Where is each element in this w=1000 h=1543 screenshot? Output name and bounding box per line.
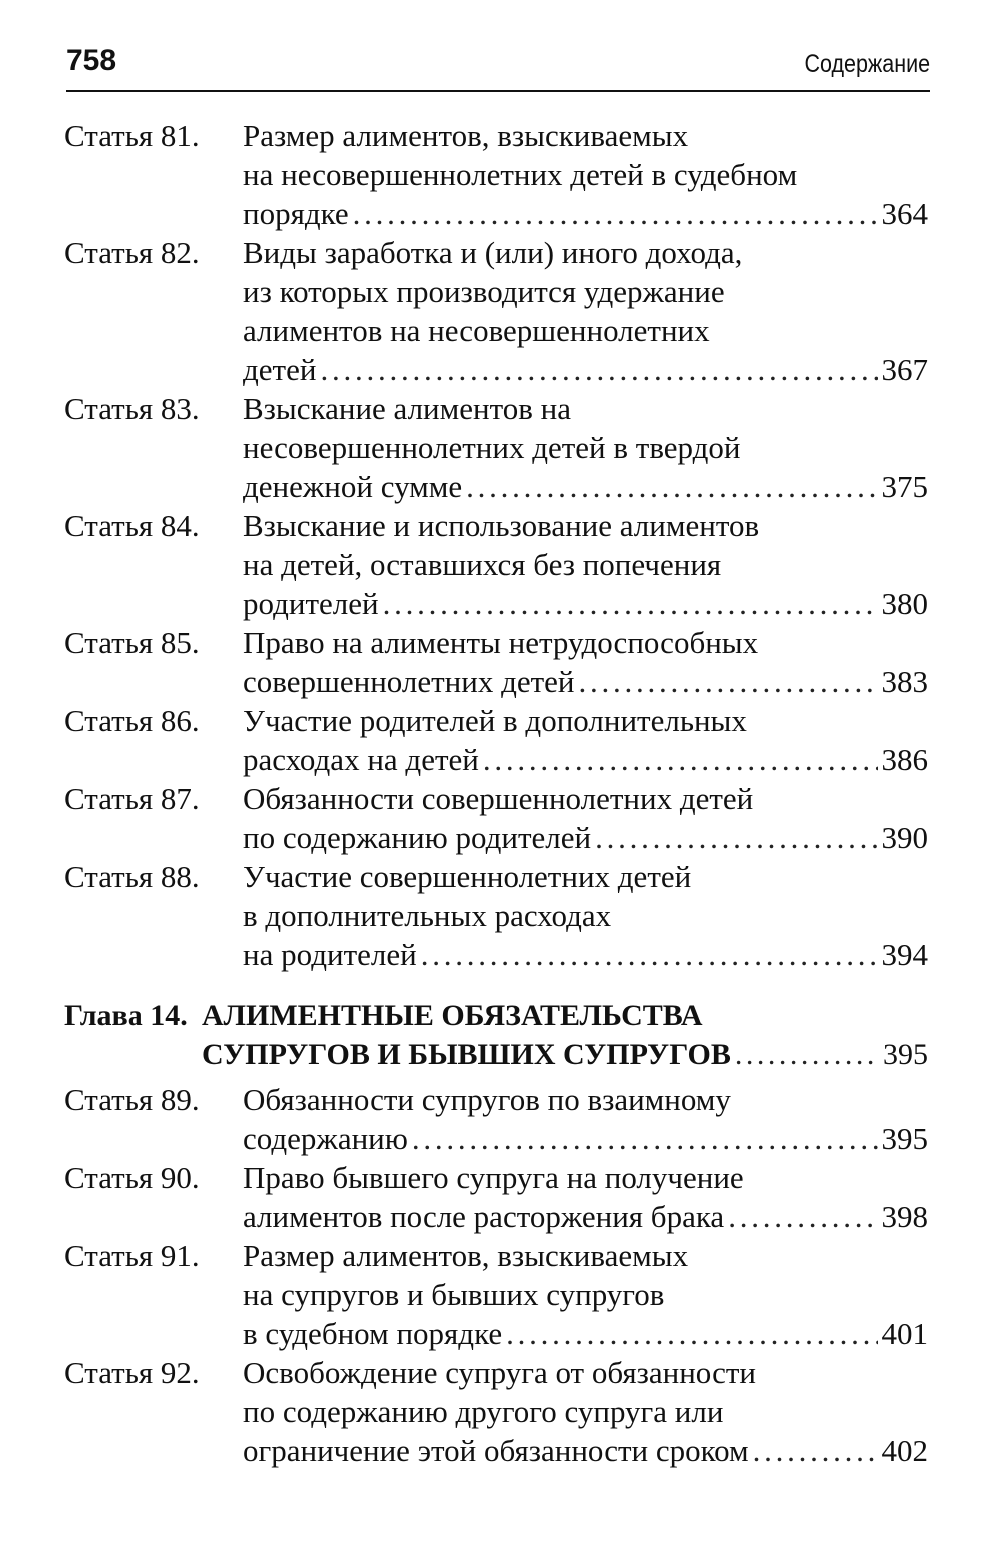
toc-entry (64, 623, 928, 701)
dot-leader (320, 350, 877, 389)
article-title (243, 1080, 928, 1158)
article-page-number: 364 (881, 196, 928, 231)
article-title (243, 623, 928, 701)
chapter-title-line: АЛИМЕНТНЫЕ ОБЯЗАТЕЛЬСТВА (202, 999, 703, 1032)
article-title-last-text: денежной сумме (243, 469, 463, 504)
toc-entry (64, 233, 928, 389)
dot-leader (421, 935, 878, 974)
dot-leader (353, 194, 878, 233)
article-title-last-line (243, 350, 928, 389)
article-title (243, 1236, 928, 1353)
toc-entry (64, 506, 928, 623)
article-label: Статья 91. (64, 1238, 200, 1273)
dot-leader (753, 1431, 878, 1470)
article-label: Статья 88. (64, 859, 200, 894)
article-title (243, 116, 928, 233)
toc-entry (64, 857, 928, 974)
dot-leader (579, 662, 878, 701)
article-title-line: Размер алиментов, взыскиваемых (243, 1238, 689, 1273)
toc-entries-before (64, 116, 928, 974)
article-title-last-text: в судебном порядке (243, 1316, 503, 1351)
article-title (243, 857, 928, 974)
toc-entry (64, 779, 928, 857)
dot-leader (595, 818, 877, 857)
article-title-last-text: порядке (243, 196, 349, 231)
article-page-number: 401 (881, 1316, 928, 1351)
dot-leader (412, 1119, 878, 1158)
article-title-last-text: содержанию (243, 1121, 408, 1156)
article-title (243, 779, 928, 857)
article-label: Статья 84. (64, 508, 200, 543)
article-title-last-line (243, 740, 928, 779)
article-title-last-line (243, 467, 928, 506)
article-title-line: Обязанности совершеннолетних детей (243, 781, 754, 816)
article-label: Статья 86. (64, 703, 200, 738)
dot-leader (506, 1314, 877, 1353)
article-title-line: из которых производится удержание (243, 274, 725, 309)
article-label: Статья 87. (64, 781, 200, 816)
article-page-number: 375 (881, 469, 928, 504)
article-title-line: Участие родителей в дополнительных (243, 703, 747, 738)
toc-entry (64, 389, 928, 506)
running-title: Содержание (804, 50, 930, 78)
article-title-line: Участие совершеннолетних детей (243, 859, 692, 894)
article-title-line: на несовершеннолетних детей в судебном (243, 157, 798, 192)
chapter-label: Глава 14. (64, 999, 188, 1032)
dot-leader (383, 584, 878, 623)
article-label: Статья 90. (64, 1160, 200, 1195)
article-title-last-text: совершеннолетних детей (243, 664, 575, 699)
dot-leader (735, 1035, 879, 1074)
article-title-line: несовершеннолетних детей в твердой (243, 430, 741, 465)
article-page-number: 386 (881, 742, 928, 777)
chapter-title (202, 996, 928, 1074)
article-title-line: по содержанию другого супруга или (243, 1394, 724, 1429)
table-of-contents (64, 116, 928, 1470)
article-page-number: 367 (881, 352, 928, 387)
article-title-line: Освобождение супруга от обязанности (243, 1355, 756, 1390)
article-title (243, 506, 928, 623)
toc-entry (64, 116, 928, 233)
page-number: 758 (66, 44, 117, 77)
article-page-number: 383 (881, 664, 928, 699)
article-label: Статья 92. (64, 1355, 200, 1390)
article-title-line: Взыскание алиментов на (243, 391, 571, 426)
article-title-last-line (243, 935, 928, 974)
article-title-line: Право на алименты нетрудоспособных (243, 625, 759, 660)
article-title-last-line (243, 1119, 928, 1158)
toc-entry (64, 1236, 928, 1353)
article-page-number: 380 (881, 586, 928, 621)
article-title-last-line (243, 662, 928, 701)
article-title (243, 1353, 928, 1470)
article-title-last-text: по содержанию родителей (243, 820, 592, 855)
toc-entry (64, 1080, 928, 1158)
article-page-number: 395 (881, 1121, 928, 1156)
article-title-last-line (243, 1314, 928, 1353)
chapter-page-number: 395 (883, 1038, 928, 1071)
article-title-last-text: родителей (243, 586, 379, 621)
page-header (66, 42, 930, 92)
article-title-line: алиментов на несовершеннолетних (243, 313, 710, 348)
toc-entry (64, 1353, 928, 1470)
article-page-number: 390 (881, 820, 928, 855)
article-title-line: Право бывшего супруга на получение (243, 1160, 744, 1195)
article-page-number: 398 (881, 1199, 928, 1234)
article-title-last-text: детей (243, 352, 317, 387)
chapter-title-last-line (202, 1035, 928, 1074)
article-label: Статья 89. (64, 1082, 200, 1117)
article-title-last-line (243, 584, 928, 623)
article-page-number: 394 (881, 937, 928, 972)
toc-chapter-heading (64, 996, 928, 1074)
dot-leader (728, 1197, 877, 1236)
article-title (243, 701, 928, 779)
article-title-last-line (243, 818, 928, 857)
article-title-line: Размер алиментов, взыскиваемых (243, 118, 689, 153)
article-title (243, 233, 928, 389)
chapter-title-last-text: СУПРУГОВ И БЫВШИХ СУПРУГОВ (202, 1038, 731, 1071)
article-title-line: Виды заработка и (или) иного дохода, (243, 235, 743, 270)
toc-entry (64, 1158, 928, 1236)
article-title-line: Взыскание и использование алиментов (243, 508, 760, 543)
article-title (243, 389, 928, 506)
toc-entry (64, 701, 928, 779)
article-title-last-line (243, 194, 928, 233)
toc-entries-after (64, 1080, 928, 1470)
article-title-last-text: расходах на детей (243, 742, 479, 777)
article-title-last-text: на родителей (243, 937, 417, 972)
article-title-last-line (243, 1197, 928, 1236)
article-label: Статья 85. (64, 625, 200, 660)
article-title (243, 1158, 928, 1236)
article-label: Статья 82. (64, 235, 200, 270)
article-title-line: Обязанности супругов по взаимному (243, 1082, 731, 1117)
article-title-last-text: ограничение этой обязанности сроком (243, 1433, 749, 1468)
dot-leader (483, 740, 878, 779)
article-label: Статья 81. (64, 118, 200, 153)
article-title-line: на детей, оставшихся без попечения (243, 547, 722, 582)
article-title-line: в дополнительных расходах (243, 898, 612, 933)
article-title-last-line (243, 1431, 928, 1470)
article-label: Статья 83. (64, 391, 200, 426)
article-page-number: 402 (881, 1433, 928, 1468)
article-title-last-text: алиментов после расторжения брака (243, 1199, 725, 1234)
article-title-line: на супругов и бывших супругов (243, 1277, 665, 1312)
dot-leader (466, 467, 877, 506)
